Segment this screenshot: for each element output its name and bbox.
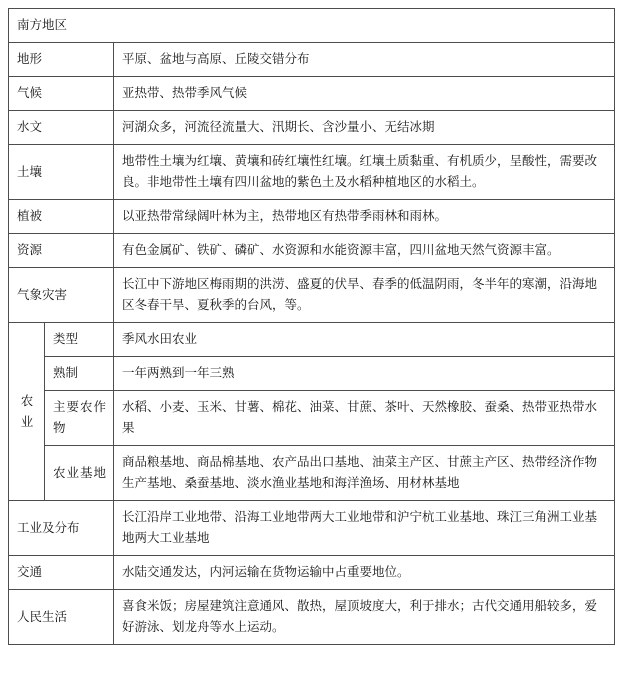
row-label-soil: 土壤: [9, 145, 114, 200]
table-row: [9, 268, 615, 323]
table-row-agriculture-bases: [9, 446, 615, 501]
table-row-agriculture-cropping: [9, 357, 615, 391]
table-row: [9, 77, 615, 111]
table-title: 南方地区: [9, 9, 615, 43]
row-label-peoples-life: 人民生活: [9, 590, 114, 645]
table-row: [9, 43, 615, 77]
row-label-terrain: 地形: [9, 43, 114, 77]
subrow-label-type: 类型: [45, 323, 114, 357]
row-value-terrain: 平原、盆地与高原、丘陵交错分布: [114, 43, 615, 77]
row-label-meteorological-disasters: 气象灾害: [9, 268, 114, 323]
row-label-agriculture: [9, 323, 45, 501]
row-value-hydrology: 河湖众多，河流径流量大、汛期长、含沙量小、无结冰期: [114, 111, 615, 145]
subrow-label-cropping-system: 熟制: [45, 357, 114, 391]
table-row-agriculture-type: [9, 323, 615, 357]
table-row: [9, 145, 615, 200]
row-value-transport: 水陆交通发达，内河运输在货物运输中占重要地位。: [114, 556, 615, 590]
table-sheet: [8, 8, 614, 645]
row-value-climate: 亚热带、热带季风气候: [114, 77, 615, 111]
row-label-transport: 交通: [9, 556, 114, 590]
row-label-climate: 气候: [9, 77, 114, 111]
subrow-label-agricultural-bases: 农业基地: [45, 446, 114, 501]
row-label-vegetation: 植被: [9, 200, 114, 234]
southern-region-table: [8, 8, 615, 645]
subrow-value-main-crops: 水稻、小麦、玉米、甘薯、棉花、油菜、甘蔗、茶叶、天然橡胶、蚕桑、热带亚热带水果: [114, 391, 615, 446]
subrow-value-cropping-system: 一年两熟到一年三熟: [114, 357, 615, 391]
row-value-resources: 有色金属矿、铁矿、磷矿、水资源和水能资源丰富，四川盆地天然气资源丰富。: [114, 234, 615, 268]
table-row-title: [9, 9, 615, 43]
row-value-meteorological-disasters: 长江中下游地区梅雨期的洪涝、盛夏的伏旱、春季的低温阴雨，冬半年的寒潮，沿海地区冬春干旱、夏秋季的台风，等。: [114, 268, 615, 323]
row-value-peoples-life: 喜食米饭；房屋建筑注意通风、散热，屋顶坡度大，利于排水；古代交通用船较多，爱好游泳、划龙舟等水上运动。: [114, 590, 615, 645]
subrow-value-type: 季风水田农业: [114, 323, 615, 357]
subrow-value-agricultural-bases: 商品粮基地、商品棉基地、农产品出口基地、油菜主产区、甘蔗主产区、热带经济作物生产基地、桑蚕基地、淡水渔业基地和海洋渔场、用材林基地: [114, 446, 615, 501]
subrow-label-main-crops: 主要农作物: [45, 391, 114, 446]
row-label-resources: 资源: [9, 234, 114, 268]
table-row: [9, 200, 615, 234]
agriculture-label-text: 农业: [20, 393, 34, 429]
table-row: [9, 501, 615, 556]
table-row: [9, 556, 615, 590]
row-label-industry: 工业及分布: [9, 501, 114, 556]
table-row: [9, 590, 615, 645]
table-row: [9, 111, 615, 145]
table-row-agriculture-crops: [9, 391, 615, 446]
row-value-soil: 地带性土壤为红壤、黄壤和砖红壤性红壤。红壤土质黏重、有机质少，呈酸性，需要改良。非地带性土壤有四川盆地的紫色土及水稻种植地区的水稻土。: [114, 145, 615, 200]
table-row: [9, 234, 615, 268]
row-label-hydrology: 水文: [9, 111, 114, 145]
row-value-vegetation: 以亚热带常绿阔叶林为主，热带地区有热带季雨林和雨林。: [114, 200, 615, 234]
row-value-industry: 长江沿岸工业地带、沿海工业地带两大工业地带和沪宁杭工业基地、珠江三角洲工业基地两大工业基地: [114, 501, 615, 556]
